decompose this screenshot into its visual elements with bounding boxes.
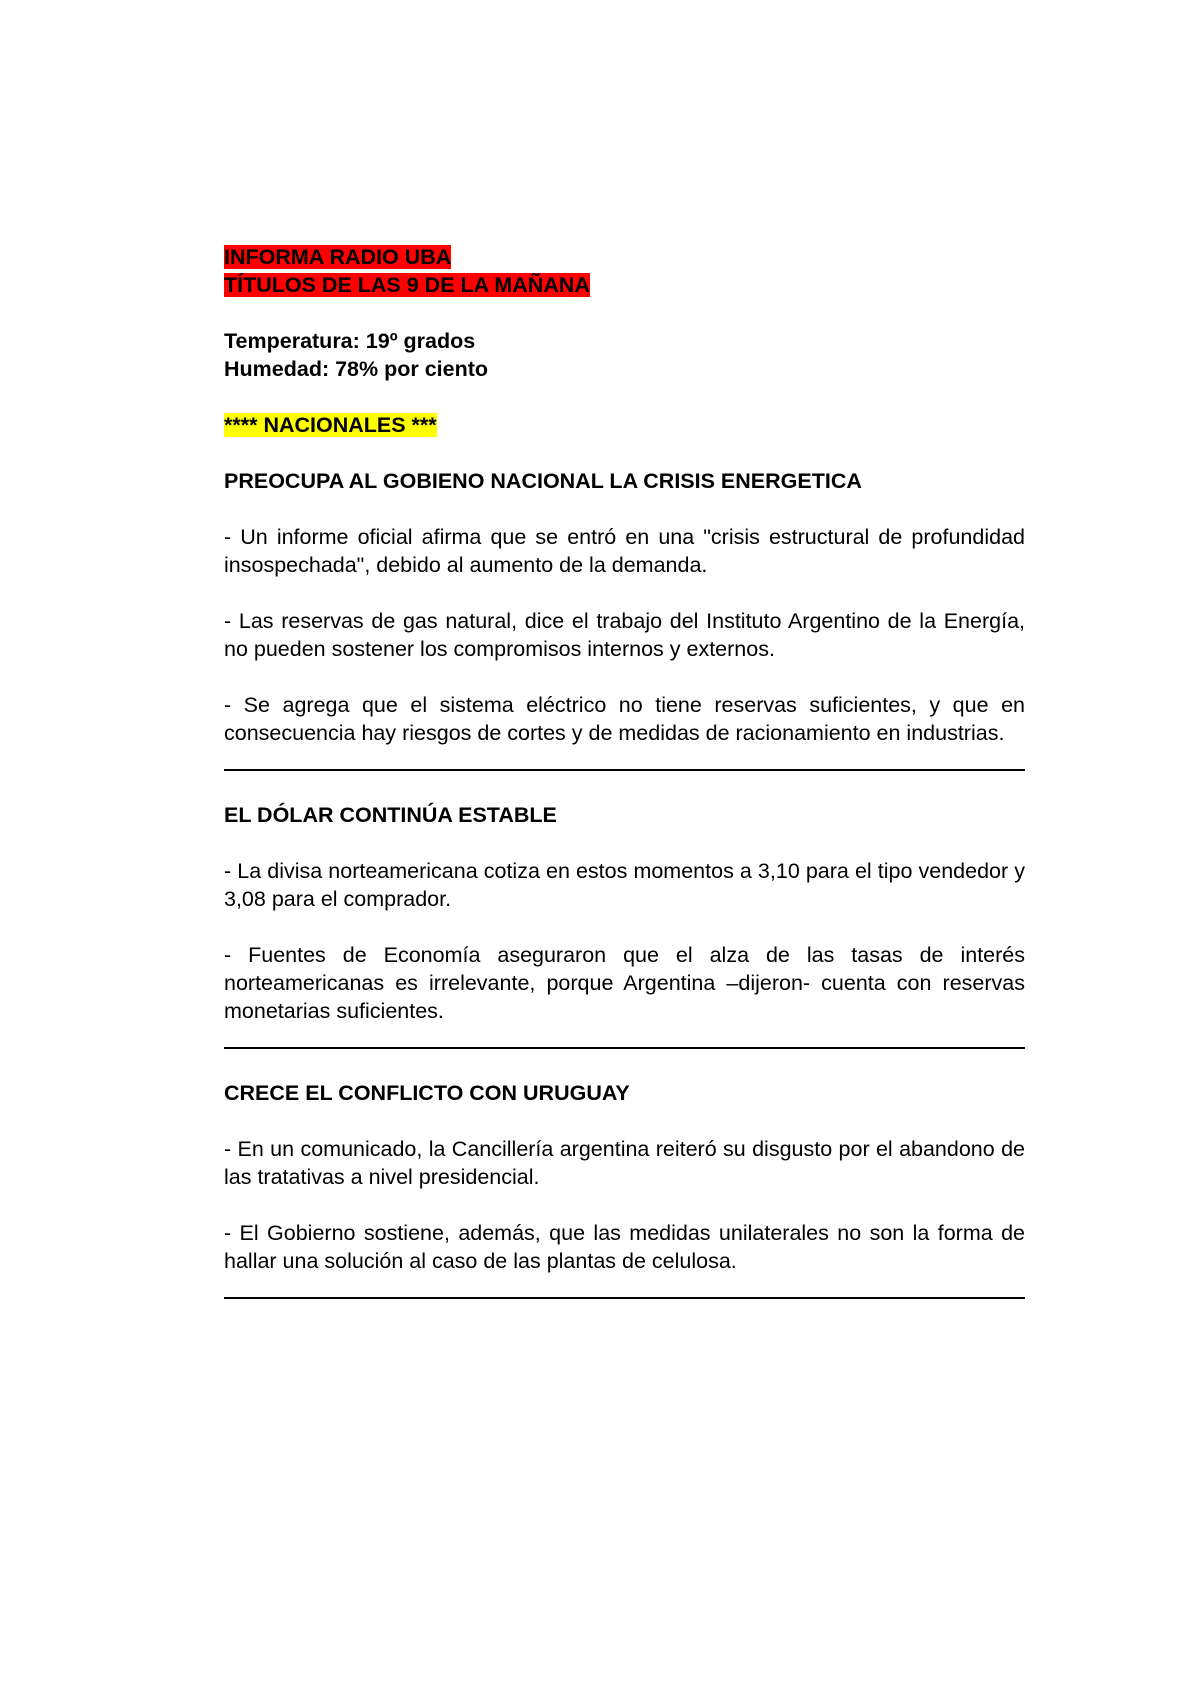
spacer (224, 383, 1025, 411)
document-body (224, 243, 1025, 1329)
news-section (224, 467, 1025, 771)
news-paragraph: - La divisa norteamericana cotiza en estos momentos a 3,10 para el tipo vendedor y 3,08 para el comprador. (224, 859, 1025, 911)
news-paragraph: - El Gobierno sostiene, además, que las medidas unilaterales no son la forma de hallar una solución al caso de las plantas de celulosa. (224, 1221, 1025, 1273)
spacer (224, 299, 1025, 327)
section-title: EL DÓLAR CONTINÚA ESTABLE (224, 803, 557, 827)
header-subtitle: TÍTULOS DE LAS 9 DE LA MAÑANA (224, 273, 590, 297)
section-divider (224, 1297, 1025, 1299)
news-section (224, 801, 1025, 1049)
news-paragraph: - Las reservas de gas natural, dice el trabajo del Instituto Argentino de la Energía, no pueden sostener los compromisos internos y externos. (224, 609, 1025, 661)
section-divider (224, 1047, 1025, 1049)
section-divider (224, 769, 1025, 771)
news-paragraph: - Fuentes de Economía aseguraron que el alza de las tasas de interés norteamericanas es irrelevante, porque Argentina –dijeron- cuenta con reservas monetarias suficientes. (224, 943, 1025, 1023)
header-title: INFORMA RADIO UBA (224, 245, 452, 269)
temperature-line: Temperatura: 19º grados (224, 329, 476, 353)
news-paragraph: - Un informe oficial afirma que se entró en una "crisis estructural de profundidad insospechada", debido al aumento de la demanda. (224, 525, 1025, 577)
humidity-line: Humedad: 78% por ciento (224, 357, 489, 381)
news-paragraph: - Se agrega que el sistema eléctrico no tiene reservas suficientes, y que en consecuencia hay riesgos de cortes y de medidas de racionamiento en industrias. (224, 693, 1025, 745)
spacer (224, 439, 1025, 467)
news-paragraph: - En un comunicado, la Cancillería argentina reiteró su disgusto por el abandono de las tratativas a nivel presidencial. (224, 1137, 1025, 1189)
section-title: PREOCUPA AL GOBIENO NACIONAL LA CRISIS ENERGETICA (224, 469, 862, 493)
category-label: **** NACIONALES *** (224, 413, 437, 437)
news-section (224, 1079, 1025, 1299)
section-title: CRECE EL CONFLICTO CON URUGUAY (224, 1081, 630, 1105)
